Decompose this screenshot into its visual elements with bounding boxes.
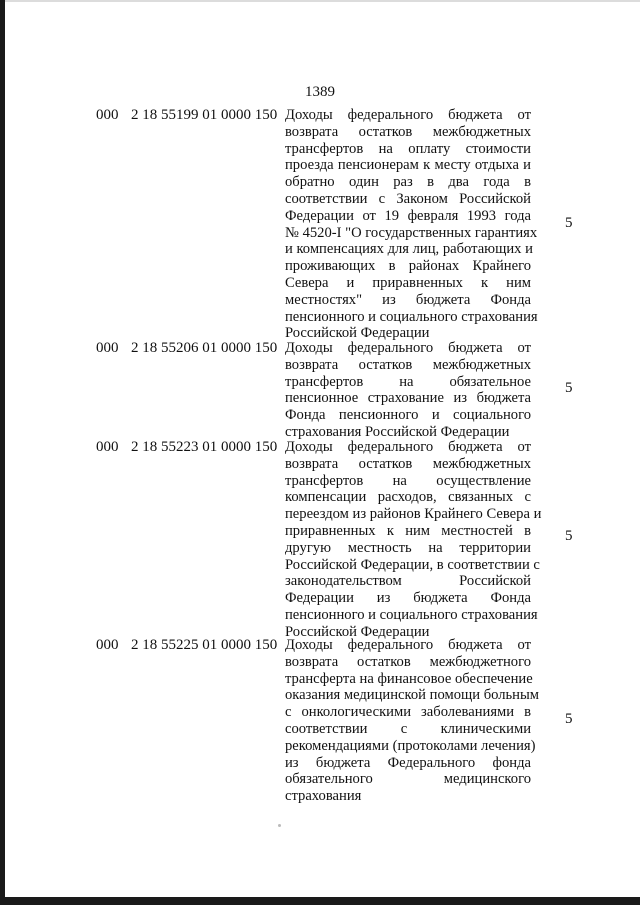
scan-top-edge [0, 0, 640, 2]
description-line: Российской Федерации [285, 325, 430, 342]
description-line: возврата остатков межбюджетного [285, 653, 531, 670]
description-line: Федерации из бюджета Фонда [285, 590, 531, 607]
scan-speck [278, 824, 281, 827]
description-line: проживающих в районах Крайнего [285, 258, 531, 275]
entry-count: 5 [565, 215, 573, 231]
description-line: рекомендациями (протоколами лечения) [285, 737, 536, 754]
description-line: пенсионного и социального страхования [285, 308, 538, 325]
description-line: Федерации от 19 февраля 1993 года [285, 207, 531, 224]
description-line: компенсации расходов, связанных с [285, 489, 531, 506]
entry-description [285, 637, 540, 805]
description-line: соответствии с Законом Российской [285, 190, 531, 207]
description-line: Доходы федерального бюджета от [285, 107, 531, 123]
description-line: страхования Российской Федерации [285, 423, 510, 440]
page-number: 1389 [305, 84, 335, 100]
admin-code: 000 [96, 340, 119, 356]
admin-code: 000 [96, 439, 119, 455]
entry-description [285, 340, 531, 441]
description-line: пенсионного и социального страхования [285, 606, 538, 623]
description-line: трансфертов на оплату стоимости [285, 140, 531, 157]
description-line: Доходы федерального бюджета от [285, 439, 531, 455]
description-line: трансфертов на обязательное [285, 373, 531, 390]
description-line: соответствии с клиническими [285, 720, 531, 737]
entry-count: 5 [565, 711, 573, 727]
scan-left-edge [0, 0, 5, 905]
description-line: другую местность на территории [285, 539, 531, 556]
description-line: возврата остатков межбюджетных [285, 455, 531, 472]
description-line: пенсионное страхование из бюджета [285, 390, 531, 407]
scan-bottom-edge [0, 897, 640, 905]
budget-classification-code: 2 18 55206 01 0000 150 [131, 340, 278, 356]
entry-count: 5 [565, 380, 573, 396]
description-line: местностях" из бюджета Фонда [285, 291, 531, 308]
description-line: № 4520-I "О государственных гарантиях [285, 224, 538, 241]
description-line: Российской Федерации [285, 623, 430, 640]
description-line: трансфертов на осуществление [285, 472, 531, 489]
description-line: обязательного медицинского [285, 771, 531, 788]
description-line: законодательством Российской [285, 573, 531, 590]
description-line: Севера и приравненных к ним [285, 274, 531, 291]
budget-classification-code: 2 18 55223 01 0000 150 [131, 439, 278, 455]
description-line: Фонда пенсионного и социального [285, 407, 531, 424]
description-line: возврата остатков межбюджетных [285, 356, 531, 373]
entry-count: 5 [565, 528, 573, 544]
description-line: с онкологическими заболеваниями в [285, 704, 531, 721]
description-line: проезда пенсионерам к месту отдыха и [285, 157, 531, 174]
description-line: и компенсациях для лиц, работающих и [285, 241, 533, 258]
description-line: из бюджета Федерального фонда [285, 754, 531, 771]
entry-description [285, 107, 538, 342]
description-line: трансферта на финансовое обеспечение [285, 670, 533, 687]
description-line: переездом из районов Крайнего Севера и [285, 506, 542, 523]
admin-code: 000 [96, 107, 119, 123]
description-line: Доходы федерального бюджета от [285, 340, 531, 356]
admin-code: 000 [96, 637, 119, 653]
description-line: Доходы федерального бюджета от [285, 637, 531, 653]
budget-classification-code: 2 18 55225 01 0000 150 [131, 637, 278, 653]
description-line: возврата остатков межбюджетных [285, 123, 531, 140]
description-line: страхования [285, 788, 362, 805]
description-line: приравненных к ним местностей в [285, 522, 531, 539]
entry-description [285, 439, 542, 641]
description-line: Российской Федерации, в соответствии с [285, 556, 540, 573]
description-line: обратно один раз в два года в [285, 174, 531, 191]
budget-classification-code: 2 18 55199 01 0000 150 [131, 107, 278, 123]
description-line: оказания медицинской помощи больным [285, 687, 540, 704]
